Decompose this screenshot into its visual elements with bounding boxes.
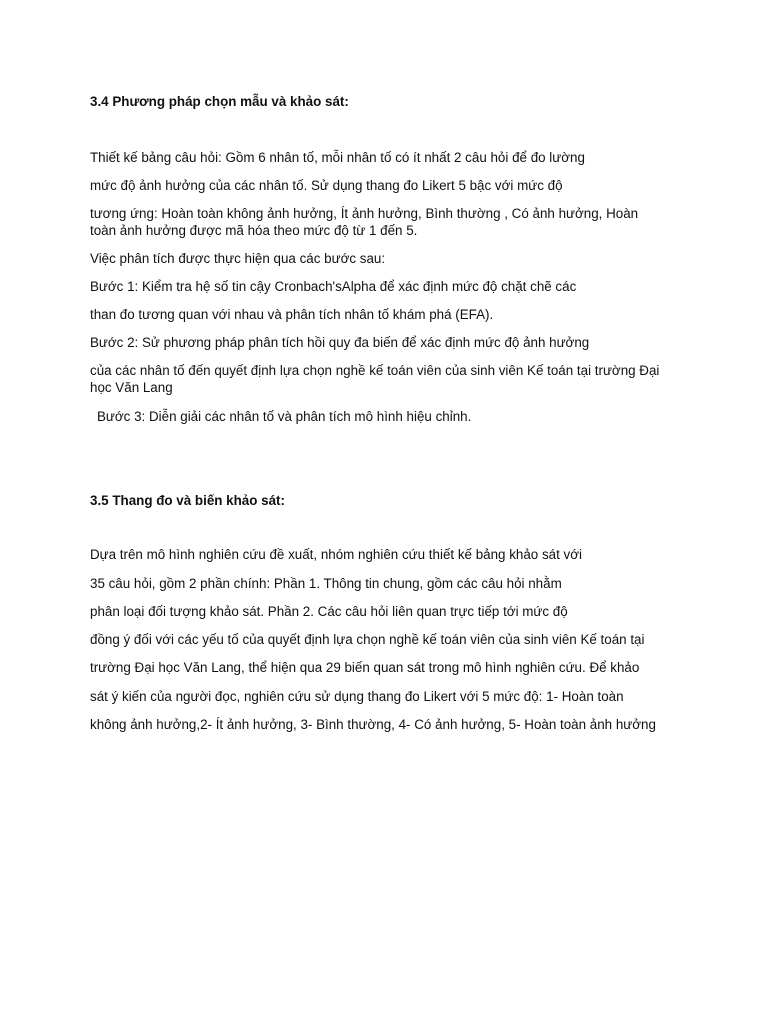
paragraph-line: trường Đại học Văn Lang, thể hiện qua 29 biến quan sát trong mô hình nghiên cứu. Để khảo xyxy=(90,660,640,675)
section-3-4-heading: 3.4 Phương pháp chọn mẫu và khảo sát: xyxy=(90,94,349,109)
paragraph-line: Thiết kế bảng câu hỏi: Gồm 6 nhân tố, mỗi nhân tố có ít nhất 2 câu hỏi để đo lường xyxy=(90,150,585,165)
step-1-line: Bước 1: Kiểm tra hệ số tin cậy Cronbach'sAlpha để xác định mức độ chặt chẽ các xyxy=(90,279,577,294)
paragraph-line: than đo tương quan với nhau và phân tích nhân tố khám phá (EFA). xyxy=(90,307,494,322)
paragraph-line: 35 câu hỏi, gồm 2 phần chính: Phần 1. Thông tin chung, gồm các câu hỏi nhằm xyxy=(90,576,562,591)
paragraph-line: Việc phân tích được thực hiện qua các bước sau: xyxy=(90,251,386,266)
paragraph-line: không ảnh hưởng,2- Ít ảnh hưởng, 3- Bình thường, 4- Có ảnh hưởng, 5- Hoàn toàn ảnh hưởng xyxy=(90,717,656,732)
paragraph-line: học Văn Lang xyxy=(90,380,173,395)
paragraph-line: phân loại đối tượng khảo sát. Phần 2. Các câu hỏi liên quan trực tiếp tới mức độ xyxy=(90,604,568,619)
paragraph-line: sát ý kiến của người đọc, nghiên cứu sử dụng thang đo Likert với 5 mức độ: 1- Hoàn toàn xyxy=(90,689,624,704)
paragraph-line: tương ứng: Hoàn toàn không ảnh hưởng, Ít ảnh hưởng, Bình thường , Có ảnh hưởng, Hoàn xyxy=(90,206,639,221)
paragraph-line: mức độ ảnh hưởng của các nhân tố. Sử dụng thang đo Likert 5 bậc với mức độ xyxy=(90,178,563,193)
paragraph-line: của các nhân tố đến quyết định lựa chọn nghề kế toán viên của sinh viên Kế toán tại trường Đại xyxy=(90,363,660,378)
section-3-5-heading: 3.5 Thang đo và biến khảo sát: xyxy=(90,493,285,508)
step-3-line: Bước 3: Diễn giải các nhân tố và phân tích mô hình hiệu chỉnh. xyxy=(97,409,472,424)
paragraph-line: đồng ý đối với các yếu tố của quyết định lựa chọn nghề kế toán viên của sinh viên Kế toán tại xyxy=(90,632,645,647)
paragraph-line: Dựa trên mô hình nghiên cứu đề xuất, nhóm nghiên cứu thiết kế bảng khảo sát với xyxy=(90,547,582,562)
paragraph-line: toàn ảnh hưởng được mã hóa theo mức độ từ 1 đến 5. xyxy=(90,223,418,238)
step-2-line: Bước 2: Sử phương pháp phân tích hồi quy đa biến để xác định mức độ ảnh hưởng xyxy=(90,335,590,350)
